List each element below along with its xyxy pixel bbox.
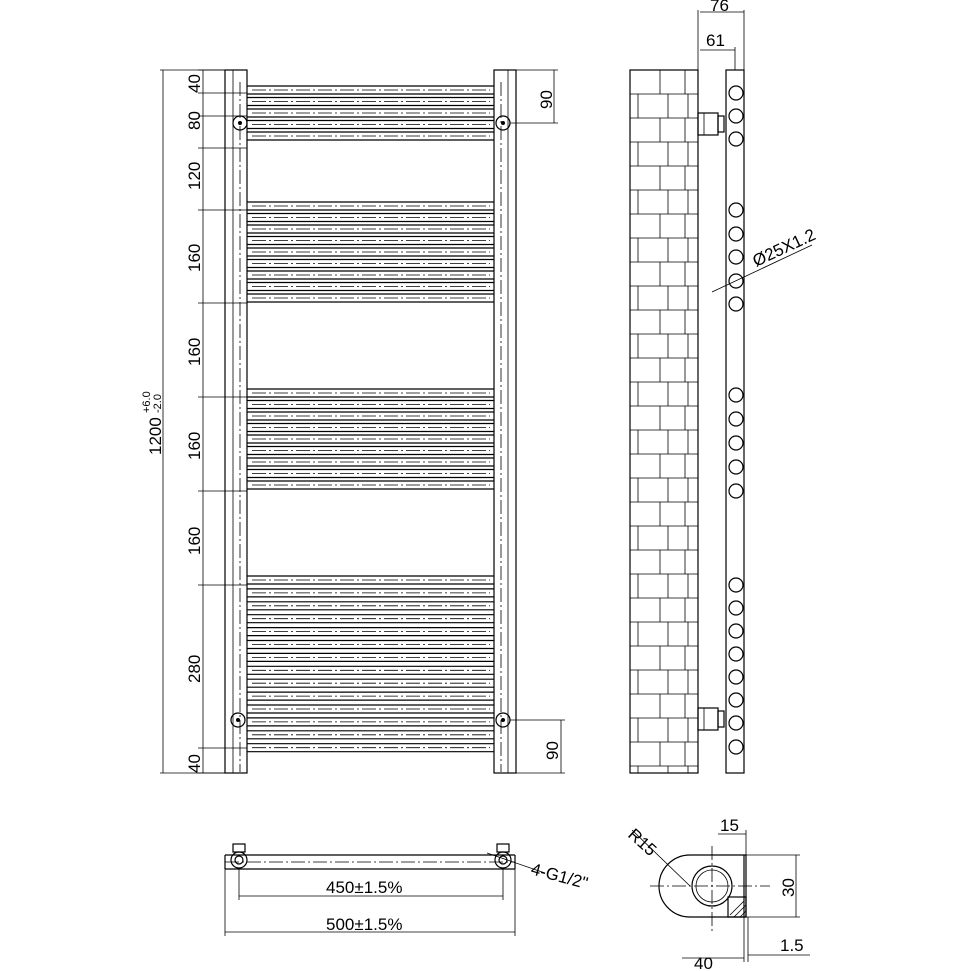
rail-21 — [247, 458, 494, 466]
connection-thread-label: 4-G1/2" — [528, 859, 590, 893]
tube-end-9 — [729, 388, 743, 402]
spacing-label-5: 160 — [185, 337, 204, 366]
rail-32 — [247, 679, 494, 687]
rail-24 — [247, 576, 494, 584]
tube-size-label: Ø25X1.2 — [749, 225, 819, 271]
connection-right — [495, 844, 511, 868]
rail-15 — [247, 389, 494, 397]
tube-end-13 — [729, 484, 743, 498]
tube-end-12 — [729, 460, 743, 474]
rail-35 — [247, 718, 494, 726]
bottom-bracket-label: 90 — [543, 741, 562, 760]
tube-end-6 — [729, 250, 743, 264]
height-tolerance-plus: +6.0 — [141, 391, 153, 413]
rail-25 — [247, 589, 494, 597]
tube-end-21 — [729, 740, 743, 754]
side-bracket-bottom — [698, 708, 724, 730]
left-upright — [225, 70, 247, 773]
rail-22 — [247, 470, 494, 478]
rail-3 — [247, 109, 494, 117]
side-upright — [726, 70, 744, 773]
tube-end-11 — [729, 436, 743, 450]
rail-20 — [247, 447, 494, 455]
rail-19 — [247, 435, 494, 443]
rail-11 — [247, 260, 494, 268]
tube-end-15 — [729, 601, 743, 615]
side-view — [630, 0, 819, 773]
section-view — [624, 816, 810, 971]
tube-end-2 — [729, 109, 743, 123]
rail-37 — [247, 744, 494, 752]
tube-end-5 — [729, 227, 743, 241]
spacing-label-7: 160 — [185, 526, 204, 555]
section-wall-label: 1.5 — [780, 936, 804, 955]
rail-17 — [247, 412, 494, 420]
front-view — [141, 70, 565, 773]
rail-16 — [247, 401, 494, 409]
tube-end-4 — [729, 203, 743, 217]
rail-6 — [247, 202, 494, 210]
rail-9 — [247, 237, 494, 245]
spacing-label-9: 40 — [185, 754, 204, 773]
rail-12 — [247, 271, 494, 279]
spacing-label-2: 80 — [185, 111, 204, 130]
rail-5 — [247, 132, 494, 140]
rail-31 — [247, 666, 494, 674]
height-tolerance-minus: -2.0 — [152, 394, 164, 413]
tube-end-17 — [729, 647, 743, 661]
rail-10 — [247, 248, 494, 256]
tube-end-10 — [729, 412, 743, 426]
wall — [630, 70, 698, 773]
rail-7 — [247, 214, 494, 222]
section-top-label: 15 — [720, 816, 739, 835]
wall-bricks — [630, 70, 698, 773]
spacing-label-4: 160 — [185, 243, 204, 272]
rail-27 — [247, 615, 494, 623]
tube-end-18 — [729, 670, 743, 684]
tube-end-16 — [729, 624, 743, 638]
rail-14 — [247, 294, 494, 302]
depth-inner-label: 61 — [706, 31, 725, 50]
right-upright — [494, 70, 516, 773]
spacing-label-6: 160 — [185, 431, 204, 460]
rail-group — [247, 86, 494, 752]
spacing-label-8: 280 — [185, 654, 204, 683]
rail-26 — [247, 602, 494, 610]
rail-tube-ends — [729, 86, 743, 754]
rail-33 — [247, 692, 494, 700]
connection-left — [231, 844, 247, 868]
tube-end-8 — [729, 297, 743, 311]
tube-end-1 — [729, 86, 743, 100]
overall-height-label: 1200 — [146, 417, 165, 455]
tube-end-19 — [729, 693, 743, 707]
rail-28 — [247, 628, 494, 636]
section-radius-label: R15 — [624, 824, 661, 860]
rail-23 — [247, 481, 494, 489]
rail-4 — [247, 121, 494, 129]
inner-width-label: 450±1.5% — [326, 878, 403, 897]
rail-29 — [247, 641, 494, 649]
rail-8 — [247, 225, 494, 233]
tube-end-3 — [729, 132, 743, 146]
spacing-label-3: 120 — [185, 161, 204, 190]
rail-2 — [247, 98, 494, 106]
spacing-label-1: 40 — [185, 74, 204, 93]
bottom-view — [225, 844, 590, 936]
rail-34 — [247, 705, 494, 713]
rail-18 — [247, 424, 494, 432]
outer-width-label: 500±1.5% — [326, 915, 403, 934]
tube-end-14 — [729, 578, 743, 592]
rail-13 — [247, 283, 494, 291]
section-height-label: 30 — [779, 878, 798, 897]
rail-1 — [247, 86, 494, 94]
rail-36 — [247, 731, 494, 739]
section-width-label: 40 — [694, 954, 713, 971]
depth-outer-label: 76 — [710, 0, 729, 15]
top-bracket-label: 90 — [537, 90, 556, 109]
rail-30 — [247, 653, 494, 661]
tube-end-20 — [729, 716, 743, 730]
side-bracket-top — [698, 113, 724, 135]
